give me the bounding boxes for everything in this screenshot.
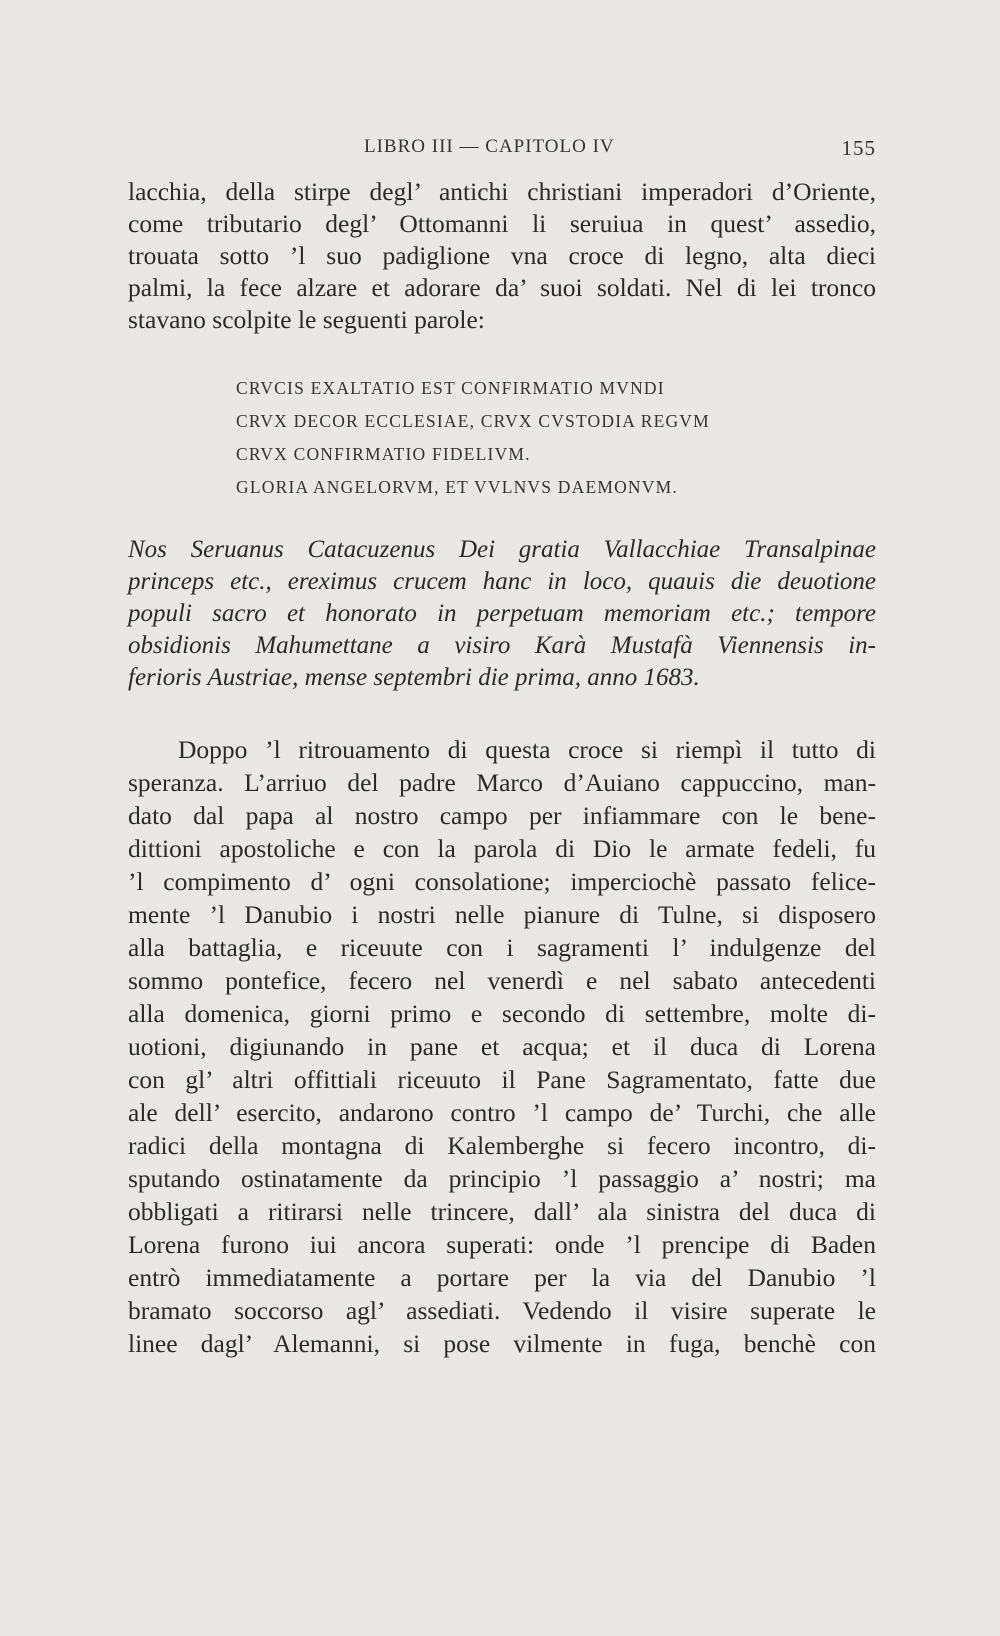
text-line: Doppo ’l ritrouamento di questa croce si riempì il tutto di (178, 735, 876, 764)
text-line: ale dell’ esercito, andarono contro ’l campo de’ Turchi, che alle (128, 1098, 876, 1127)
text-line: radici della montagna di Kalemberghe si fecero incontro, di- (128, 1131, 876, 1160)
text-line: Lorena furono iui ancora superati: onde ’l prencipe di Baden (128, 1230, 876, 1259)
inscription-line: CRVX DECOR ECCLESIAE, CRVX CVSTODIA REGVM (236, 411, 710, 431)
text-line: con gl’ altri offittiali riceuuto il Pane Sagramentato, fatte due (128, 1065, 876, 1094)
text-line: sommo pontefice, fecero nel venerdì e nel sabato antecedenti (128, 966, 876, 995)
text-line: speranza. L’arriuo del padre Marco d’Auiano cappuccino, man- (128, 768, 876, 797)
text-line: ’l compimento d’ ogni consolatione; imperciochè passato felice- (128, 867, 876, 896)
inscription-line: GLORIA ANGELORVM, ET VVLNVS DAEMONVM. (236, 477, 678, 497)
latin-line: Nos Seruanus Catacuzenus Dei gratia Vallacchiae Transalpinae (128, 536, 876, 563)
text-line: mente ’l Danubio i nostri nelle pianure di Tulne, si disposero (128, 900, 876, 929)
page-number: 155 (841, 136, 876, 160)
running-header (128, 136, 876, 166)
text-line: dittioni apostoliche e con la parola di Dio le armate fedeli, fu (128, 834, 876, 863)
inscription-line: CRVCIS EXALTATIO EST CONFIRMATIO MVNDI (236, 378, 665, 398)
latin-line: ferioris Austriae, mense septembri die prima, anno 1683. (128, 664, 700, 691)
text-line: dato dal papa al nostro campo per infiammare con le bene- (128, 801, 876, 830)
text-line: obbligati a ritirarsi nelle trincere, dall’ ala sinistra del duca di (128, 1197, 876, 1226)
text-line: come tributario degl’ Ottomanni li seruiua in quest’ assedio, (128, 209, 876, 238)
chapter-title: LIBRO III — CAPITOLO IV (364, 136, 615, 157)
text-line: stavano scolpite le seguenti parole: (128, 305, 485, 334)
text-line: entrò immediatamente a portare per la via del Danubio ’l (128, 1263, 876, 1292)
latin-line: obsidionis Mahumettane a visiro Karà Mustafà Viennensis in- (128, 632, 876, 659)
latin-line: populi sacro et honorato in perpetuam memoriam etc.; tempore (128, 600, 876, 627)
text-line: uotioni, digiunando in pane et acqua; et il duca di Lorena (128, 1032, 876, 1061)
text-line: lacchia, della stirpe degl’ antichi christiani imperadori d’Oriente, (128, 177, 876, 206)
text-line: sputando ostinatamente da principio ’l passaggio a’ nostri; ma (128, 1164, 876, 1193)
text-line: linee dagl’ Alemanni, si pose vilmente in fuga, benchè con (128, 1329, 876, 1358)
text-line: alla domenica, giorni primo e secondo di settembre, molte di- (128, 999, 876, 1028)
inscription-line: CRVX CONFIRMATIO FIDELIVM. (236, 444, 531, 464)
text-line: trouata sotto ’l suo padiglione vna croce di legno, alta dieci (128, 241, 876, 270)
latin-line: princeps etc., ereximus crucem hanc in loco, quauis die deuotione (128, 568, 876, 595)
text-line: palmi, la fece alzare et adorare da’ suoi soldati. Nel di lei tronco (128, 273, 876, 302)
text-line: alla battaglia, e riceuute con i sagramenti l’ indulgenze del (128, 933, 876, 962)
text-line: bramato soccorso agl’ assediati. Vedendo il visire superate le (128, 1296, 876, 1325)
